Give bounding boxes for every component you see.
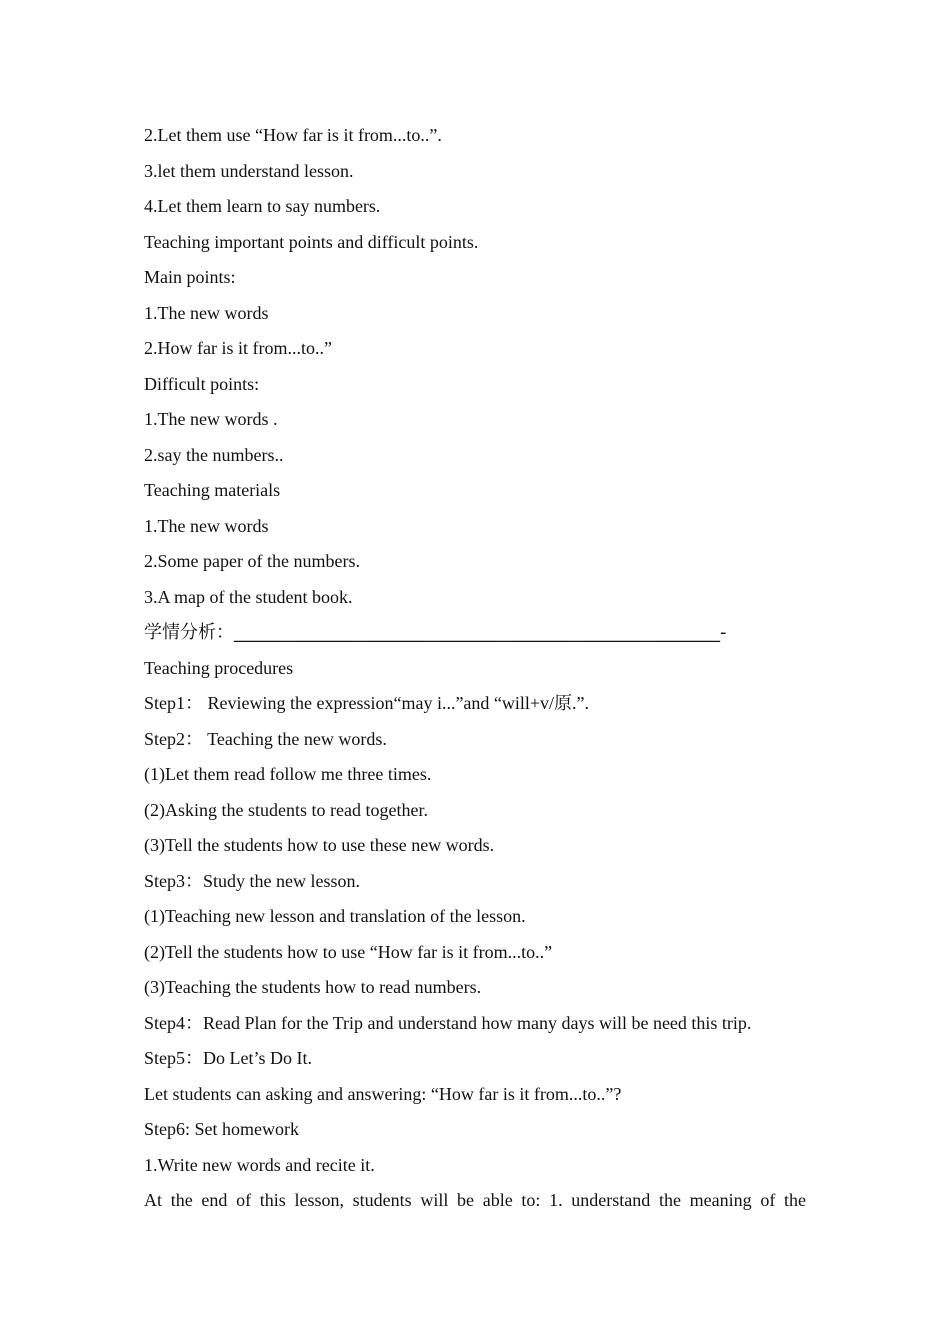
text-line: (1)Teaching new lesson and translation of the lesson.	[144, 906, 526, 926]
text-line: (2)Asking the students to read together.	[144, 799, 428, 820]
step-line: Step5：Do Let’s Do It.	[144, 1048, 312, 1068]
text-line: Let students can asking and answering: “How far is it from...to..”?	[144, 1083, 622, 1104]
section-heading: Difficult points:	[144, 373, 260, 394]
text-line: 2.How far is it from...to..”	[144, 338, 332, 358]
text-line: (1)Let them read follow me three times.	[144, 764, 432, 784]
text-line: 2.Let them use “How far is it from...to..”.	[144, 125, 442, 145]
step-line: Step3：Study the new lesson.	[144, 870, 360, 891]
step-line: Step1： Reviewing the expression“may i...”and “will+v/原.”.	[144, 693, 590, 713]
step-line: Step4：Read Plan for the Trip and understand how many days will be need this trip.	[144, 1012, 752, 1033]
section-heading: Teaching materials	[144, 480, 281, 500]
document-body	[144, 118, 806, 1219]
student-analysis-line: 学情分析：______________________________________________________-	[144, 622, 727, 643]
text-line: 1.Write new words and recite it.	[144, 1154, 375, 1175]
text-line: (3)Teaching the students how to read numbers.	[144, 977, 482, 997]
section-heading: Teaching important points and difficult points.	[144, 231, 479, 252]
text-line: 1.The new words .	[144, 409, 278, 429]
text-line: 4.Let them learn to say numbers.	[144, 196, 381, 216]
text-line: 2.Some paper of the numbers.	[144, 551, 360, 571]
text-line: 1.The new words	[144, 302, 269, 323]
section-heading: Teaching procedures	[144, 657, 294, 678]
text-line: At the end of this lesson, students will be able to: 1. understand the meaning of the	[144, 1190, 806, 1210]
text-line: 2.say the numbers..	[144, 444, 284, 465]
section-heading: Main points:	[144, 267, 236, 287]
text-line: (3)Tell the students how to use these new words.	[144, 835, 495, 855]
step-line: Step2： Teaching the new words.	[144, 728, 387, 749]
step-line: Step6: Set homework	[144, 1119, 299, 1139]
text-line: (2)Tell the students how to use “How far is it from...to..”	[144, 941, 553, 962]
text-line: 3.A map of the student book.	[144, 586, 353, 607]
text-line: 3.let them understand lesson.	[144, 160, 354, 181]
text-line: 1.The new words	[144, 515, 269, 536]
